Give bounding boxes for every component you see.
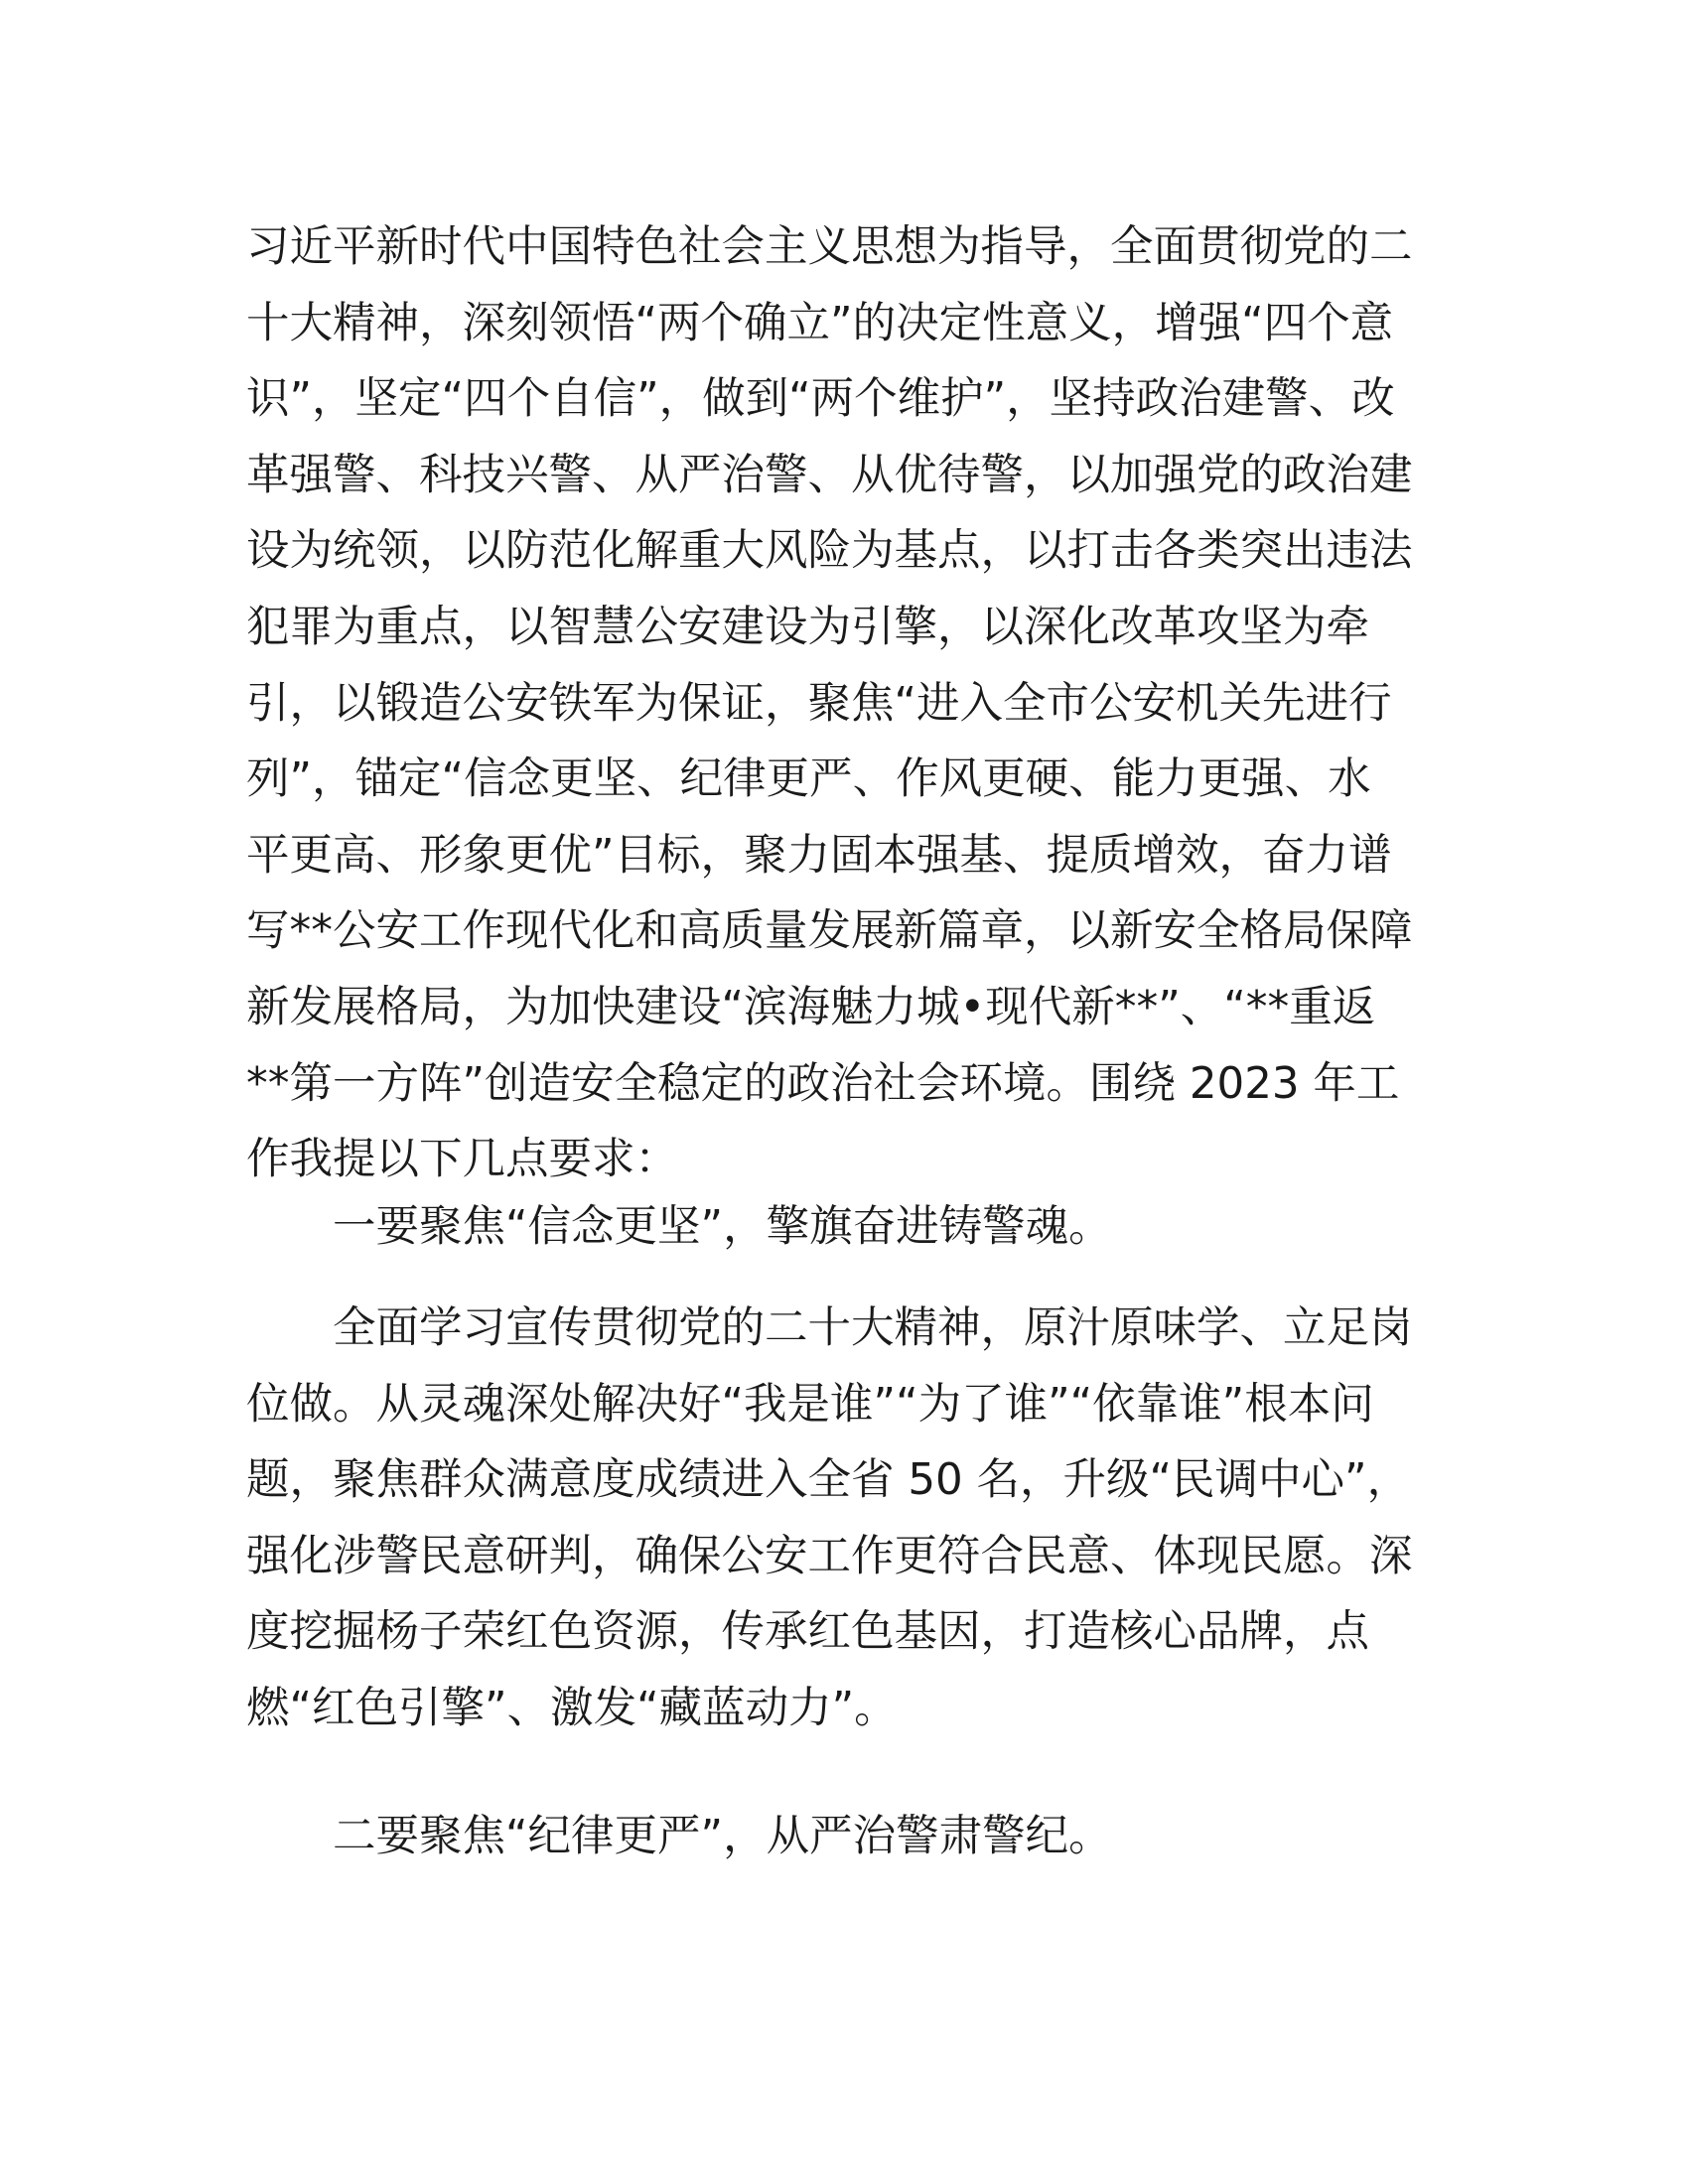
body-paragraph-2: 全面学习宣传贯彻党的二十大精神，原汁原味学、立足岗 位做。从灵魂深处解决好“我是谁”“为了谁”“依靠谁”根本问 题，聚焦群众满意度成绩进入全省 50 名，升级“民调中心”， 强化涉警民意研判，确保公安工作更符合民意、体现民愿。深 度挖掘杨子荣红色资源，传承红色基因，打造核心品牌，点 燃“红色引擎”、激发“藏蓝动力”。 — [246, 1303, 1413, 1733]
section-heading-2: 二要聚焦“纪律更严”，从严治警肃警纪。 — [333, 1812, 1112, 1861]
section-heading-1: 一要聚焦“信念更坚”，擎旗奋进铸警魂。 — [333, 1202, 1112, 1252]
body-paragraph-1: 习近平新时代中国特色社会主义思想为指导，全面贯彻党的二 十大精神，深刻领悟“两个确立”的决定性意义，增强“四个意 识”，坚定“四个自信”，做到“两个维护”，坚持政治建警、改 革强警、科技兴警、从严治警、从优待警，以加强党的政治建 设为统领，以防范化解重大风险为基点，以打击各类突出违法 犯罪为重点，以智慧公安建设为引擎，以深化改革攻坚为牵 引，以锻造公安铁军为保证，聚焦“进入全市公安机关先进行 列”，锚定“信念更坚、纪律更严、作风更硬、能力更强、水 平更高、形象更优”目标，聚力固本强基、提质增效，奋力谱 写**公安工作现代化和高质量发展新篇章，以新安全格局保障 新发展格局，为加快建设“滨海魅力城•现代新**”、“**重返 **第一方阵”创造安全稳定的政治社会环境。围绕 2023 年工 作我提以下几点要求： — [246, 222, 1413, 1185]
